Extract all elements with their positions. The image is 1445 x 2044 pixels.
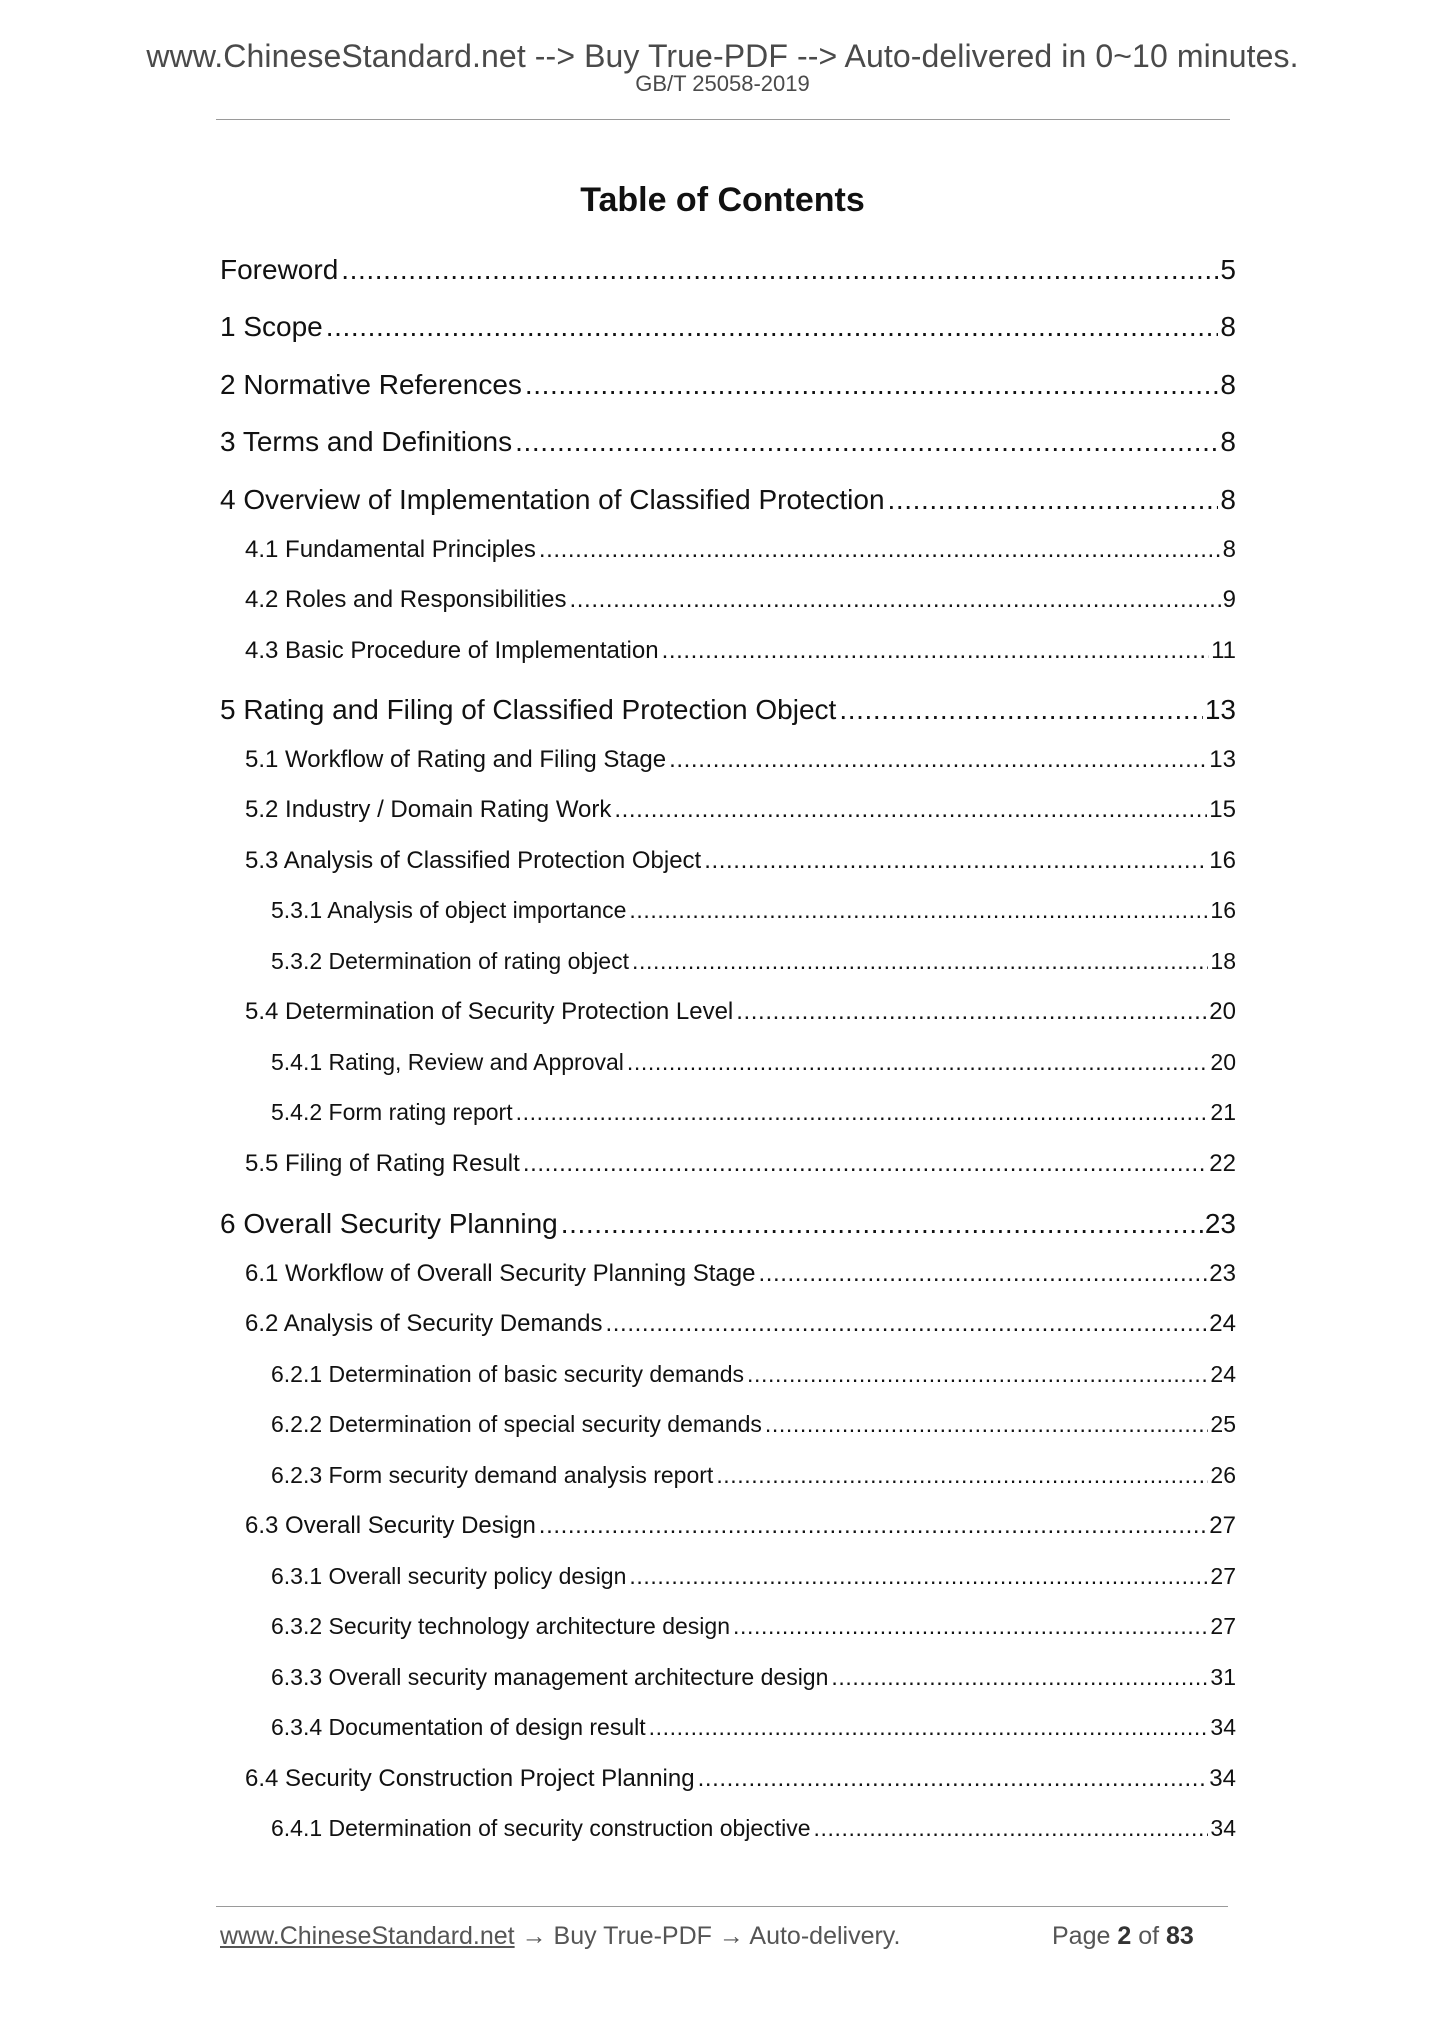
footer-site-link[interactable]: www.ChineseStandard.net <box>220 1922 515 1950</box>
toc-leader-dots <box>632 948 1208 975</box>
toc-entry-title: 4.2 Roles and Responsibilities <box>245 586 567 613</box>
toc-entry-title: 5.3.1 Analysis of object importance <box>271 897 627 923</box>
toc-leader-dots <box>888 484 1219 516</box>
toc-leader-dots <box>627 1049 1209 1076</box>
toc-leader-dots <box>523 1150 1207 1178</box>
toc-leader-dots <box>515 426 1218 458</box>
toc-entry-title: 5.5 Filing of Rating Result <box>245 1150 520 1177</box>
toc-entry[interactable] <box>245 998 1236 1026</box>
toc-entry-title: 4.1 Fundamental Principles <box>245 536 536 563</box>
toc-entry-title: 6.4 Security Construction Project Planning <box>245 1765 695 1792</box>
toc-entry[interactable] <box>245 1512 1236 1540</box>
toc-entry-page: 24 <box>1210 1361 1236 1387</box>
toc-entry[interactable] <box>245 847 1236 875</box>
site-banner: www.ChineseStandard.net --> Buy True-PDF --> Auto-delivered in 0~10 minutes. <box>146 38 1299 74</box>
toc-leader-dots <box>570 586 1221 614</box>
toc-leader-dots <box>747 1361 1208 1388</box>
toc-leader-dots <box>629 897 1208 924</box>
toc-entry-title: 1 Scope <box>220 311 323 342</box>
toc-entry[interactable] <box>220 254 1236 286</box>
toc-entry[interactable] <box>271 1462 1236 1489</box>
toc-entry[interactable] <box>245 1150 1236 1178</box>
toc-entry-page: 8 <box>1220 369 1236 400</box>
toc-entry[interactable] <box>271 1714 1236 1741</box>
toc-leader-dots <box>698 1765 1208 1793</box>
toc-leader-dots <box>704 847 1207 875</box>
toc-entry-title: 5.1 Workflow of Rating and Filing Stage <box>245 746 667 773</box>
toc-title: Table of Contents <box>580 181 865 219</box>
toc-leader-dots <box>814 1815 1209 1842</box>
toc-entry-page: 34 <box>1209 1765 1236 1792</box>
toc-entry[interactable] <box>245 586 1236 614</box>
footer-promo <box>220 1921 900 1951</box>
toc-entry-page: 23 <box>1204 1208 1236 1239</box>
toc-leader-dots <box>539 536 1221 564</box>
toc-leader-dots <box>561 1208 1203 1240</box>
toc-entry-page: 27 <box>1209 1512 1236 1539</box>
toc-entry[interactable] <box>245 1765 1236 1793</box>
toc-entry[interactable] <box>245 746 1236 774</box>
toc-entry-title: 6.4.1 Determination of security construction objective <box>271 1815 811 1841</box>
toc-entry-page: 26 <box>1210 1462 1236 1488</box>
toc-entry-page: 9 <box>1222 586 1236 613</box>
toc-entry-page: 16 <box>1210 897 1236 923</box>
toc-entry-title: 3 Terms and Definitions <box>220 426 513 457</box>
toc-entry-page: 27 <box>1210 1613 1236 1639</box>
toc-leader-dots <box>733 1613 1208 1640</box>
toc-leader-dots <box>539 1512 1208 1540</box>
toc-entry[interactable] <box>220 369 1236 401</box>
toc-leader-dots <box>341 254 1218 286</box>
toc-entry-page: 8 <box>1222 536 1236 563</box>
toc-leader-dots <box>326 311 1219 343</box>
toc-leader-dots <box>662 637 1210 665</box>
toc-entry-page: 8 <box>1220 426 1236 457</box>
toc-entry-title: 5.4.1 Rating, Review and Approval <box>271 1049 624 1075</box>
toc-leader-dots <box>831 1664 1208 1691</box>
toc-leader-dots <box>758 1260 1207 1288</box>
toc-entry-page: 24 <box>1209 1310 1236 1337</box>
toc-leader-dots <box>669 746 1207 774</box>
toc-entry-title: 6.2.1 Determination of basic security demands <box>271 1361 745 1387</box>
toc-entry-title: 6.3.1 Overall security policy design <box>271 1563 627 1589</box>
toc-leader-dots <box>649 1714 1209 1741</box>
toc-entry-title: 6.2.3 Form security demand analysis report <box>271 1462 714 1488</box>
toc-entry-page: 5 <box>1220 254 1236 285</box>
toc-entry-title: 6.3 Overall Security Design <box>245 1512 536 1539</box>
toc-entry[interactable] <box>245 637 1236 665</box>
toc-entry-page: 23 <box>1209 1260 1236 1287</box>
toc-entry-title: 5.3.2 Determination of rating object <box>271 948 629 974</box>
toc-entry-page: 34 <box>1210 1714 1236 1740</box>
toc-entry-title: 6.3.4 Documentation of design result <box>271 1714 646 1740</box>
toc-entry-title: 5.4.2 Form rating report <box>271 1099 513 1125</box>
toc-entry-title: 6 Overall Security Planning <box>220 1208 558 1239</box>
toc-entry[interactable] <box>271 1099 1236 1126</box>
toc-entry[interactable] <box>271 1563 1236 1590</box>
toc-leader-dots <box>614 796 1207 824</box>
toc-entry-title: Foreword <box>220 254 339 285</box>
toc-entry-title: 6.3.2 Security technology architecture design <box>271 1613 730 1639</box>
toc-entry[interactable] <box>271 1664 1236 1691</box>
page-of-label: of <box>1138 1922 1160 1950</box>
page-indicator <box>1052 1921 1194 1951</box>
toc-entry[interactable] <box>220 484 1236 516</box>
toc-entry-page: 34 <box>1210 1815 1236 1841</box>
toc-entry-page: 8 <box>1220 484 1236 515</box>
toc-entry-page: 13 <box>1209 746 1236 773</box>
toc-entry-title: 6.1 Workflow of Overall Security Planning Stage <box>245 1260 756 1287</box>
toc-entry-page: 15 <box>1209 796 1236 823</box>
toc-entry-page: 21 <box>1210 1099 1236 1125</box>
toc-entry[interactable] <box>245 536 1236 564</box>
toc-entry[interactable] <box>220 1208 1236 1240</box>
toc-entry[interactable] <box>271 1411 1236 1438</box>
page-label: Page <box>1052 1922 1111 1950</box>
toc-leader-dots <box>525 369 1219 401</box>
toc-entry[interactable] <box>245 1310 1236 1338</box>
toc-entry-page: 11 <box>1211 637 1236 664</box>
toc-entry-page: 25 <box>1210 1411 1236 1437</box>
toc-entry-title: 6.2 Analysis of Security Demands <box>245 1310 603 1337</box>
toc-entry-title: 5.3 Analysis of Classified Protection Object <box>245 847 702 874</box>
toc-entry[interactable] <box>245 796 1236 824</box>
toc-entry[interactable] <box>271 948 1236 975</box>
toc-entry-page: 18 <box>1210 948 1236 974</box>
toc-entry-page: 31 <box>1210 1664 1236 1690</box>
toc-entry-page: 27 <box>1210 1563 1236 1589</box>
toc-entry-title: 6.3.3 Overall security management architecture design <box>271 1664 829 1690</box>
toc-entry-title: 5.2 Industry / Domain Rating Work <box>245 796 612 823</box>
toc-leader-dots <box>516 1099 1209 1126</box>
toc-entry-title: 4 Overview of Implementation of Classified Protection <box>220 484 885 515</box>
toc-entry[interactable] <box>220 311 1236 343</box>
toc-entry-title: 5.4 Determination of Security Protection Level <box>245 998 734 1025</box>
toc-entry-page: 20 <box>1209 998 1236 1025</box>
toc-entry[interactable] <box>271 1361 1236 1388</box>
footer-promo-text: → Buy True-PDF → Auto-delivery. <box>521 1922 901 1950</box>
toc-leader-dots <box>765 1411 1208 1438</box>
toc-entry-title: 5 Rating and Filing of Classified Protection Object <box>220 694 837 725</box>
toc-entry[interactable] <box>271 1815 1236 1842</box>
toc-leader-dots <box>736 998 1207 1026</box>
page-total: 83 <box>1166 1922 1194 1950</box>
toc-entry-page: 22 <box>1209 1150 1236 1177</box>
header-divider <box>216 119 1230 120</box>
toc-entry-page: 16 <box>1209 847 1236 874</box>
toc-entry-title: 2 Normative References <box>220 369 522 400</box>
toc-entry-page: 13 <box>1204 694 1236 725</box>
toc-entry[interactable] <box>220 694 1236 726</box>
page-current: 2 <box>1117 1922 1132 1950</box>
toc-entry[interactable] <box>271 897 1236 924</box>
toc-entry[interactable] <box>271 1049 1236 1076</box>
toc-entry[interactable] <box>220 426 1236 458</box>
document-code: GB/T 25058-2019 <box>635 71 810 96</box>
footer-divider <box>216 1906 1228 1907</box>
toc-entry-title: 4.3 Basic Procedure of Implementation <box>245 637 659 664</box>
toc-leader-dots <box>716 1462 1208 1489</box>
toc-entry[interactable] <box>245 1260 1236 1288</box>
toc-entry-page: 8 <box>1220 311 1236 342</box>
toc-entry-title: 6.2.2 Determination of special security demands <box>271 1411 762 1437</box>
toc-leader-dots <box>606 1310 1208 1338</box>
toc-entry-page: 20 <box>1210 1049 1236 1075</box>
toc-leader-dots <box>839 694 1203 726</box>
toc-leader-dots <box>629 1563 1208 1590</box>
toc-entry[interactable] <box>271 1613 1236 1640</box>
